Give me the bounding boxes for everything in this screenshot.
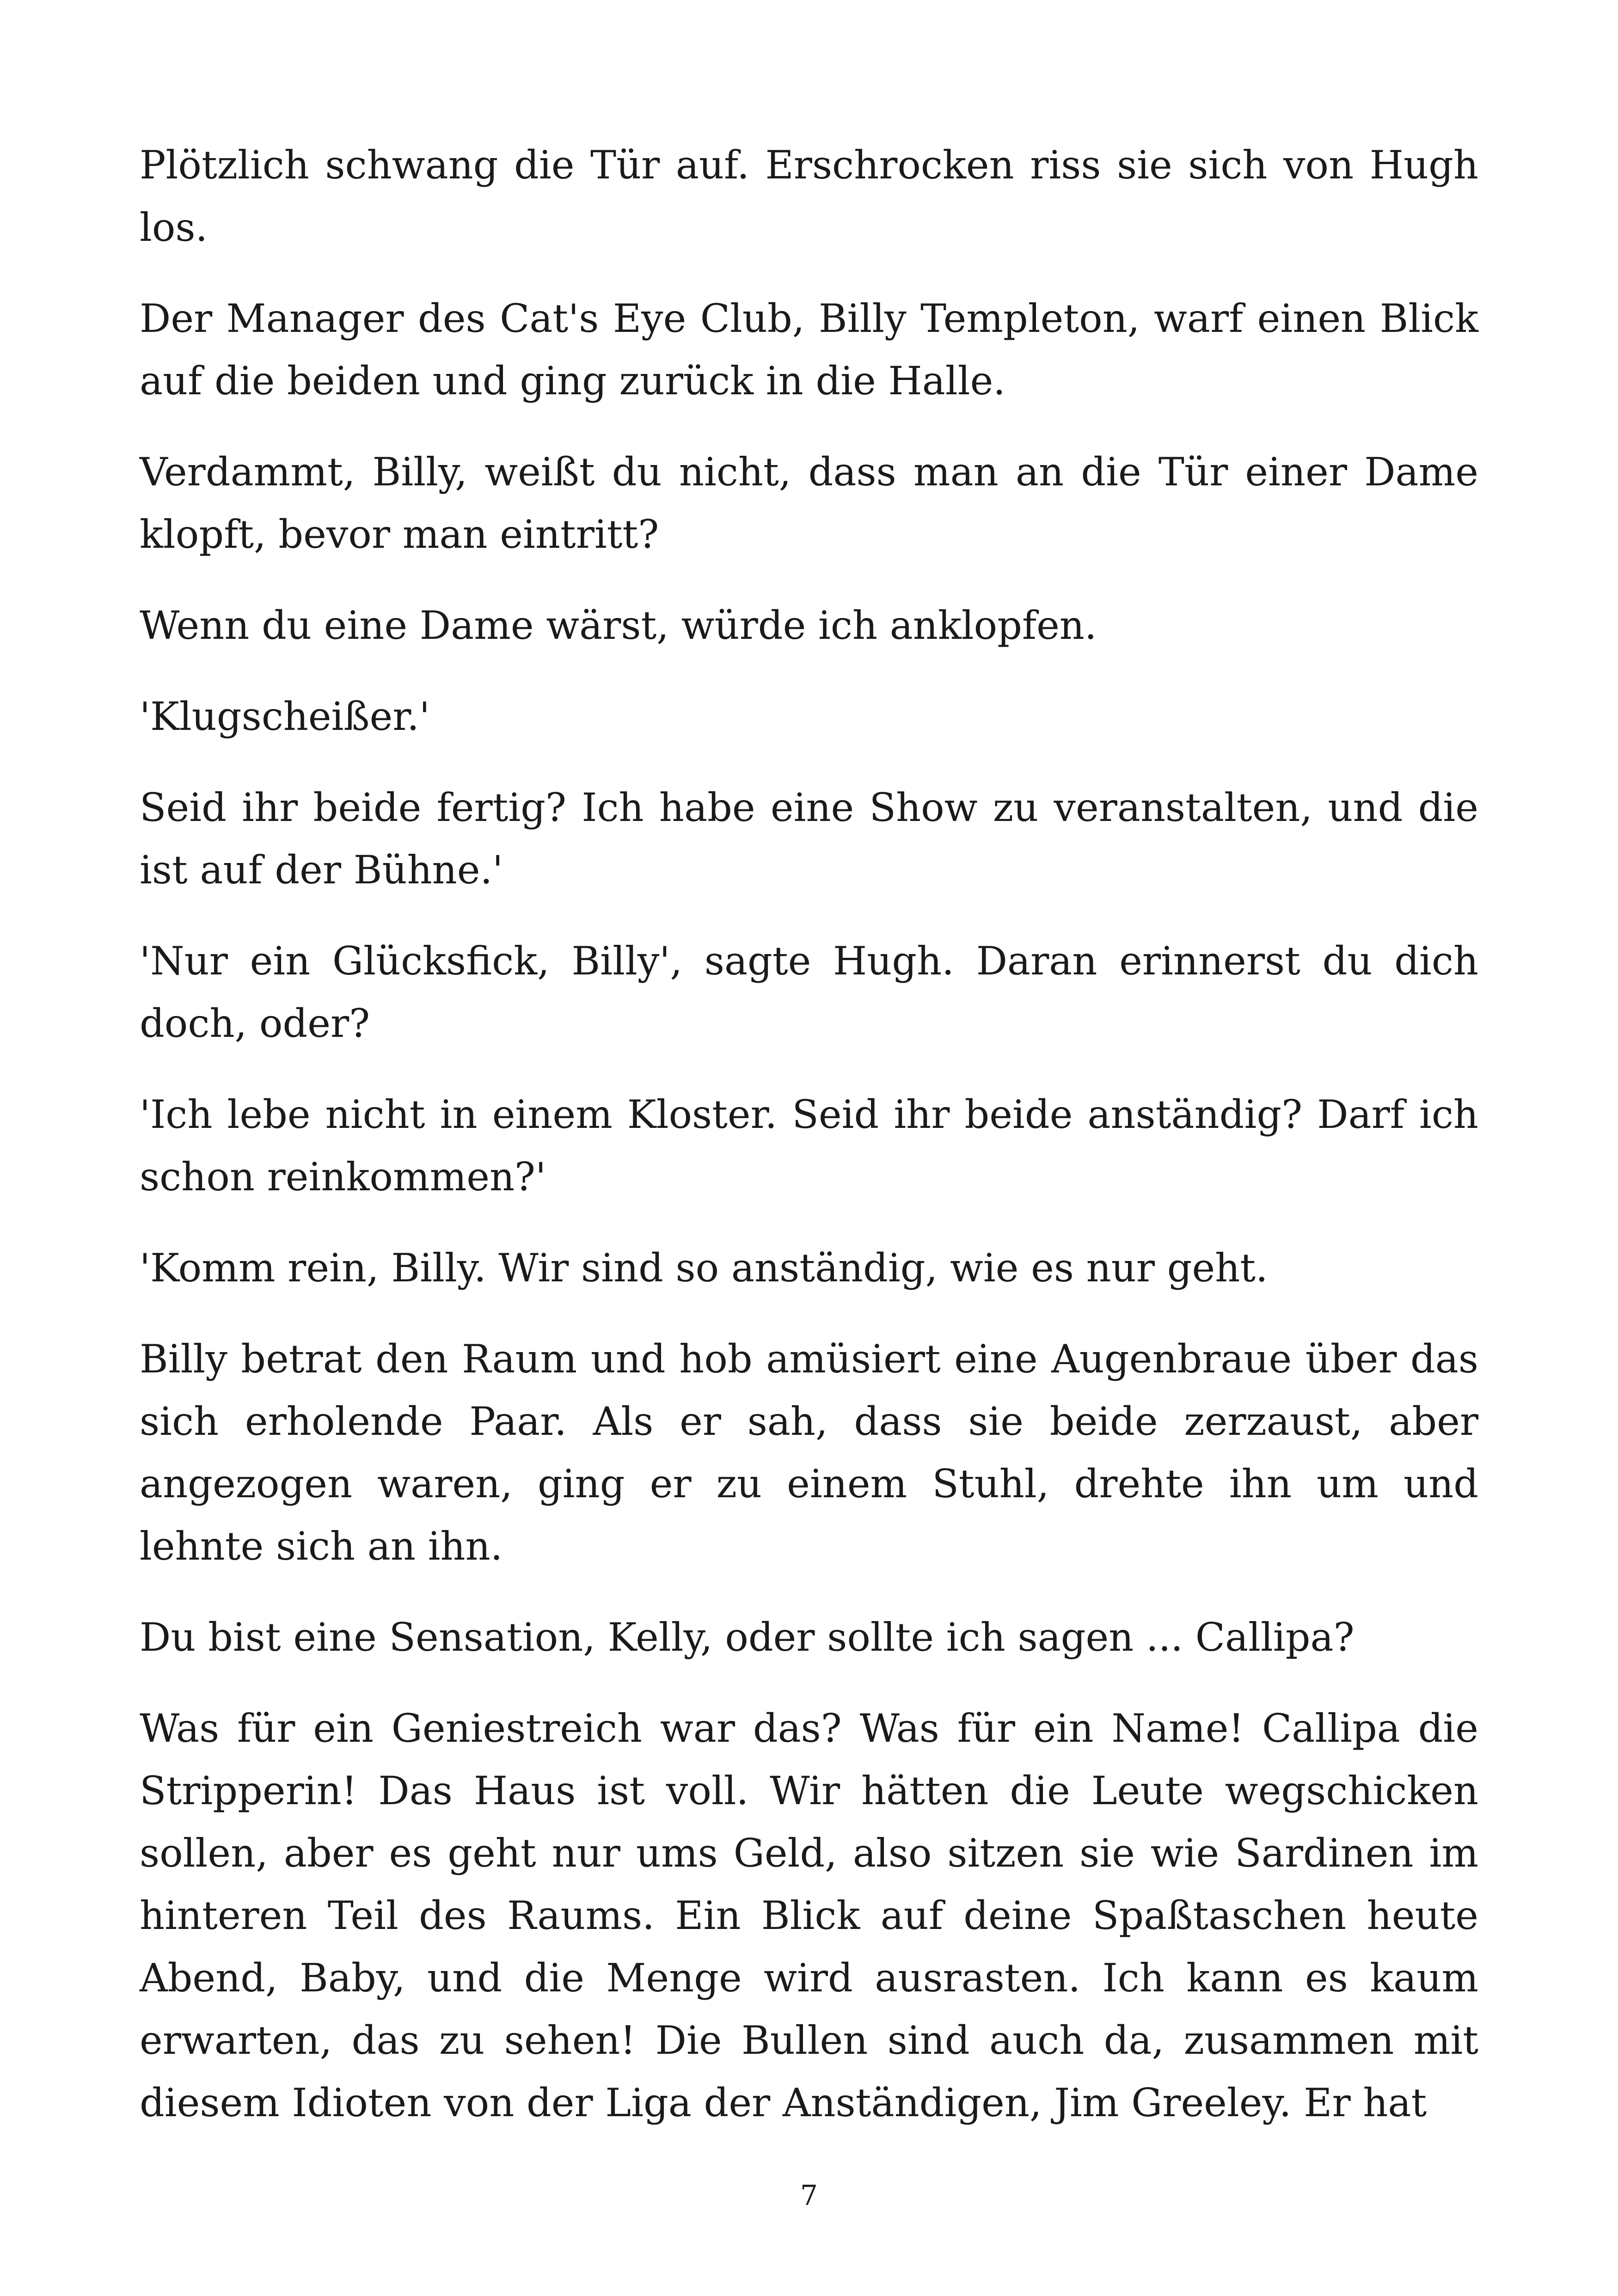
paragraph: Billy betrat den Raum und hob amüsiert eine Augenbraue über das sich erholende Paar. Als er sah, dass sie beide zerzaust, aber angezogen waren, ging er zu einem Stuhl, drehte ihn um und lehnte sich an ihn. <box>140 1336 1478 1569</box>
paragraph: Der Manager des Cat's Eye Club, Billy Templeton, warf einen Blick auf die beiden und ging zurück in die Halle. <box>140 296 1478 404</box>
paragraph: 'Ich lebe nicht in einem Kloster. Seid ihr beide anständig? Darf ich schon reinkommen?' <box>140 1092 1478 1200</box>
paragraph: Wenn du eine Dame wärst, würde ich anklopfen. <box>140 603 1097 648</box>
body-text <box>140 134 1478 2163</box>
paragraph: Plötzlich schwang die Tür auf. Erschrocken riss sie sich von Hugh los. <box>140 142 1478 250</box>
paragraph: Du bist eine Sensation, Kelly, oder sollte ich sagen ... Callipa? <box>140 1615 1354 1660</box>
page-number: 7 <box>800 2180 818 2212</box>
paragraph: 'Komm rein, Billy. Wir sind so anständig, wie es nur geht. <box>140 1245 1268 1291</box>
paragraph: Seid ihr beide fertig? Ich habe eine Show zu veranstalten, und die ist auf der Bühne.' <box>140 785 1478 893</box>
paragraph: Was für ein Geniestreich war das? Was für ein Name! Callipa die Stripperin! Das Haus ist voll. Wir hätten die Leute wegschicken sollen, aber es geht nur ums Geld, also sitzen sie wie Sardinen im hinteren Teil des Raums. Ein Blick auf deine Spaßtaschen heute Abend, Baby, und die Menge wird ausrasten. Ich kann es kaum erwarten, das zu sehen! Die Bullen sind auch da, zusammen mit diesem Idioten von der Liga der Anständigen, Jim Greeley. Er hat <box>140 1706 1478 2125</box>
paragraph: Verdammt, Billy, weißt du nicht, dass man an die Tür einer Dame klopft, bevor man eintritt? <box>140 449 1478 557</box>
paragraph: 'Nur ein Glücksfick, Billy', sagte Hugh. Daran erinnerst du dich doch, oder? <box>140 938 1478 1046</box>
paragraph: 'Klugscheißer.' <box>140 694 430 739</box>
